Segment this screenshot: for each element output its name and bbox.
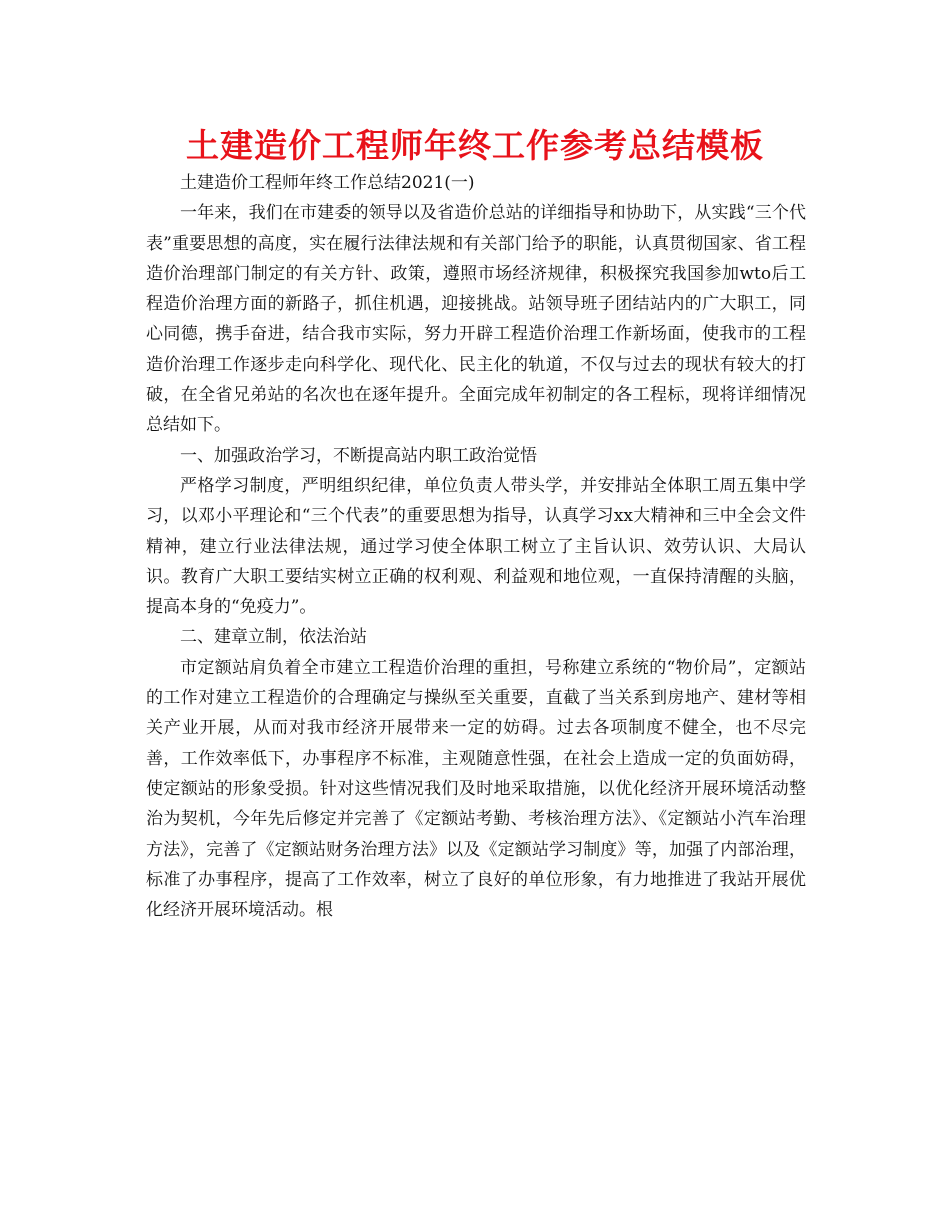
- document-title: 土建造价工程师年终工作参考总结模板: [186, 126, 764, 165]
- section-2-paragraph: 市定额站肩负着全市建立工程造价治理的重担，号称建立系统的“物价局”，定额站的工作对建立工程造价的合理确定与操纵至关重要，直截了当关系到房地产、建材等相关产业开展，从而对我市经济开展带来一定的妨碍。过去各项制度不健全，也不尽完善，工作效率低下，办事程序不标准，主观随意性强，在社会上造成一定的负面妨碍，使定额站的形象受损。针对这些情况我们及时地采取措施，以优化经济开展环境活动整治为契机，今年先后修定并完善了《定额站考勤、考核治理方法》、《定额站小汽车治理方法》，完善了《定额站财务治理方法》以及《定额站学习制度》等，加强了内部治理，标准了办事程序，提高了工作效率，树立了良好的单位形象，有力地推进了我站开展优化经济开展环境活动。根: [146, 657, 806, 921]
- subtitle-paragraph: 土建造价工程师年终工作总结2021(一): [180, 173, 475, 193]
- section-heading-2: 二、建章立制，依法治站: [180, 627, 367, 648]
- section-heading-1: 一、加强政治学习，不断提高站内职工政治觉悟: [180, 445, 537, 466]
- section-1-paragraph: 严格学习制度，严明组织纪律，单位负责人带头学，并安排站全体职工周五集中学习，以邓小平理论和“三个代表”的重要思想为指导，认真学习xx大精神和三中全会文件精神，建立行业法律法规，通过学习使全体职工树立了主旨认识、效劳认识、大局认识。教育广大职工要结实树立正确的权利观、利益观和地位观，一直保持清醒的头脑，提高本身的“免疫力”。: [146, 475, 806, 618]
- intro-paragraph: 一年来，我们在市建委的领导以及省造价总站的详细指导和协助下，从实践“三个代表”重要思想的高度，实在履行法律法规和有关部门给予的职能，认真贯彻国家、省工程造价治理部门制定的有关方针、政策，遵照市场经济规律，积极探究我国参加wto后工程造价治理方面的新路子，抓住机遇，迎接挑战。站领导班子团结站内的广大职工，同心同德，携手奋进，结合我市实际，努力开辟工程造价治理工作新场面，使我市的工程造价治理工作逐步走向科学化、现代化、民主化的轨道，不仅与过去的现状有较大的打破，在全省兄弟站的名次也在逐年提升。全面完成年初制定的各工程标，现将详细情况总结如下。: [146, 203, 806, 436]
- document-body: [146, 168, 806, 925]
